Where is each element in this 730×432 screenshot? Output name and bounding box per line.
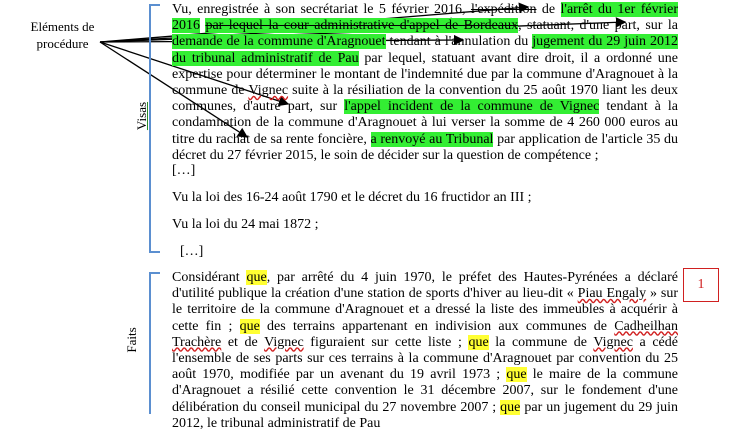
faits-label: Faits xyxy=(124,327,139,353)
visas-label: Visas xyxy=(134,101,149,131)
vu-loi-1872: Vu la loi du 24 mai 1872 ; xyxy=(172,217,319,232)
vu-loi-1790: Vu la loi des 16-24 août 1790 et le décret du 16 fructidor an III ; xyxy=(172,190,532,205)
visas-paragraph: Vu, enregistrée à son secrétariat le 5 février 2016, l'expédition de l'arrêt du 1er février 2016 par lequel la cour administrative d'appel de Bordeaux, statuant, d'une part, sur la demande de la commune d'Aragnouet tendant à l'annulation du jugement du 29 juin 2012 du tribunal administratif de Pau par lequel, statuant avant dire droit, il a ordonné une expertise pour déterminer le montant de l'indemnité due par la commune d'Aragnouet à la commune de Vignec suite à la résiliation de la convention du 25 août 1970 liant les deux communes, d'autre part, sur l'appel incident de la commune de Vignec tendant à la condamnation de la commune d'Aragnouet à lui verser la somme de 4 260 000 euros au titre du rachat de sa rente foncière, a renvoyé au Tribunal par application de l'article 35 du décret du 27 février 2015, le soin de décider sur la question de compétence ; xyxy=(172,2,679,163)
faits-paragraph: Considérant que, par arrêté du 4 juin 1970, le préfet des Hautes-Pyrénées a déclaré d'utilité publique la création d'une station de sports d'hiver au lieu-dit « Piau Engaly » sur le territoire de la commune d'Aragnouet et a dressé la liste des immeubles à acquérir à cette fin ; que des terrains appartenant en indivision aux communes de Cadheilhan Trachère et de Vignec figuraient sur cette liste ; que la commune de Vignec a cédé l'ensemble de ses parts sur ces terrains à la commune d'Aragnouet par convention du 25 août 1970, modifiée par un avenant du 19 avril 1973 ; que le maire de la commune d'Aragnouet a résilié cette convention le 31 décembre 2007, sur le fondement d'une délibération du conseil municipal du 27 novembre 2007 ; que par un jugement du 29 juin 2012, le tribunal administratif de Pau xyxy=(172,270,678,431)
ellipsis-1: […] xyxy=(172,163,196,178)
reference-number-box: 1 xyxy=(683,268,719,302)
visas-bracket xyxy=(149,4,160,253)
procedure-elements-label: Eléments de procédure xyxy=(30,19,95,51)
faits-bracket xyxy=(149,272,160,414)
ellipsis-2: […] xyxy=(180,244,204,259)
